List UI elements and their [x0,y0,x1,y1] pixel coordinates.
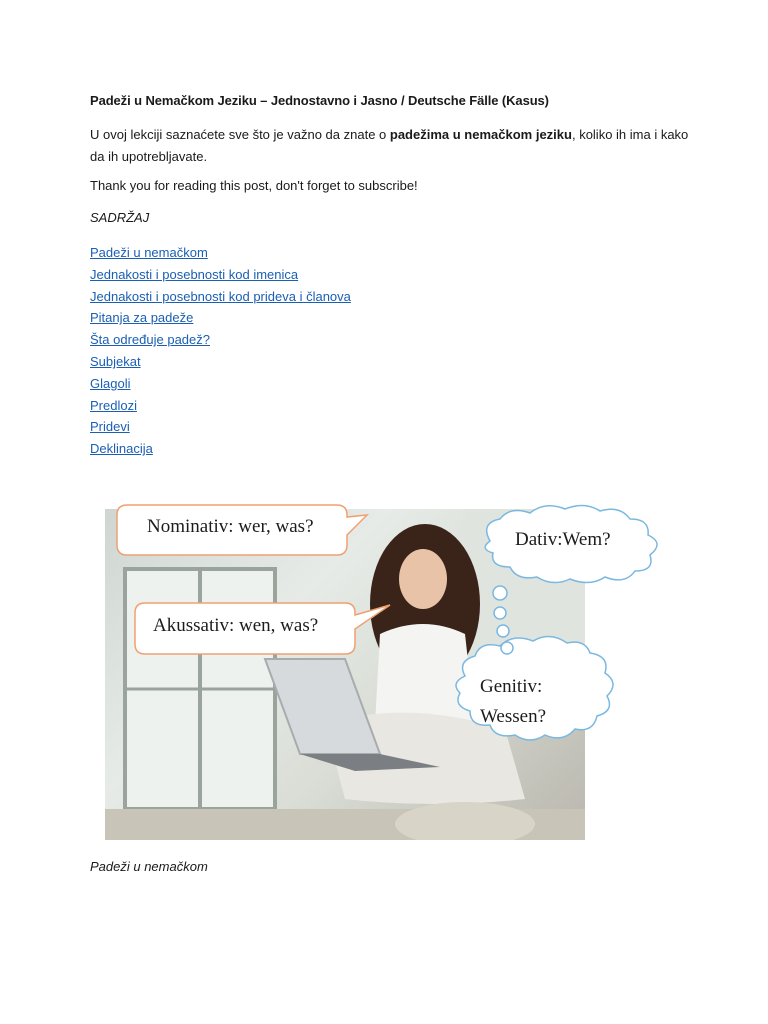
intro-text-bold: padežima u nemačkom jeziku [389,127,572,142]
toc-item [90,351,351,373]
toc-link-predlozi[interactable]: Predlozi [90,397,137,413]
document-title: Padeži u Nemačkom Jeziku – Jednostavno i Jasno / Deutsche Fälle (Kasus) [90,93,549,108]
toc-link-glagoli[interactable]: Glagoli [90,375,131,391]
toc-heading: SADRŽAJ [90,210,150,225]
toc-link-imenice[interactable]: Jednakosti i posebnosti kod imenica [90,266,299,282]
toc-item [90,329,351,351]
toc-item [90,438,351,460]
figure-caption: Padeži u nemačkom [90,859,208,874]
table-of-contents [90,242,351,460]
toc-item [90,307,351,329]
genitiv-thought-cloud [456,636,613,740]
intro-text-after: , koliko ih ima i kako da ih upotrebljavate. [90,127,689,164]
dativ-thought-cloud [485,505,657,637]
toc-link-subjekat[interactable]: Subjekat [90,353,141,369]
toc-link-pridevi-i-clanovi[interactable]: Jednakosti i posebnosti kod prideva i članova [90,288,351,304]
genitiv-label-line2: Wessen? [480,706,546,727]
nominativ-speech-bubble [117,505,367,555]
toc-item [90,373,351,395]
toc-link-pitanja-za-padeze[interactable]: Pitanja za padeže [90,310,194,326]
toc-link-deklinacija[interactable]: Deklinacija [90,441,153,457]
nominativ-label: Nominativ: wer, was? [147,516,314,537]
toc-link-padezi-u-nemackom[interactable]: Padeži u nemačkom [90,245,208,260]
akkusativ-speech-bubble [135,603,390,654]
intro-paragraph [90,124,690,168]
toc-item [90,264,351,286]
akkusativ-label: Akussativ: wen, was? [153,615,319,636]
dativ-label: Dativ:Wem? [515,529,611,550]
bubble-layer [105,501,673,840]
subscribe-note: Thank you for reading this post, don't forget to subscribe! [90,178,418,193]
toc-item [90,416,351,438]
toc-link-sta-odredjuje-padez[interactable]: Šta određuje padež? [90,332,210,348]
genitiv-label-line1: Genitiv: [480,676,543,697]
toc-item [90,395,351,417]
cases-illustration [105,501,673,840]
intro-text-before: U ovoj lekciji saznaćete sve što je važno da znate o [90,127,390,142]
toc-item [90,286,351,308]
toc-item [90,242,351,264]
toc-link-pridevi[interactable]: Pridevi [90,419,130,435]
